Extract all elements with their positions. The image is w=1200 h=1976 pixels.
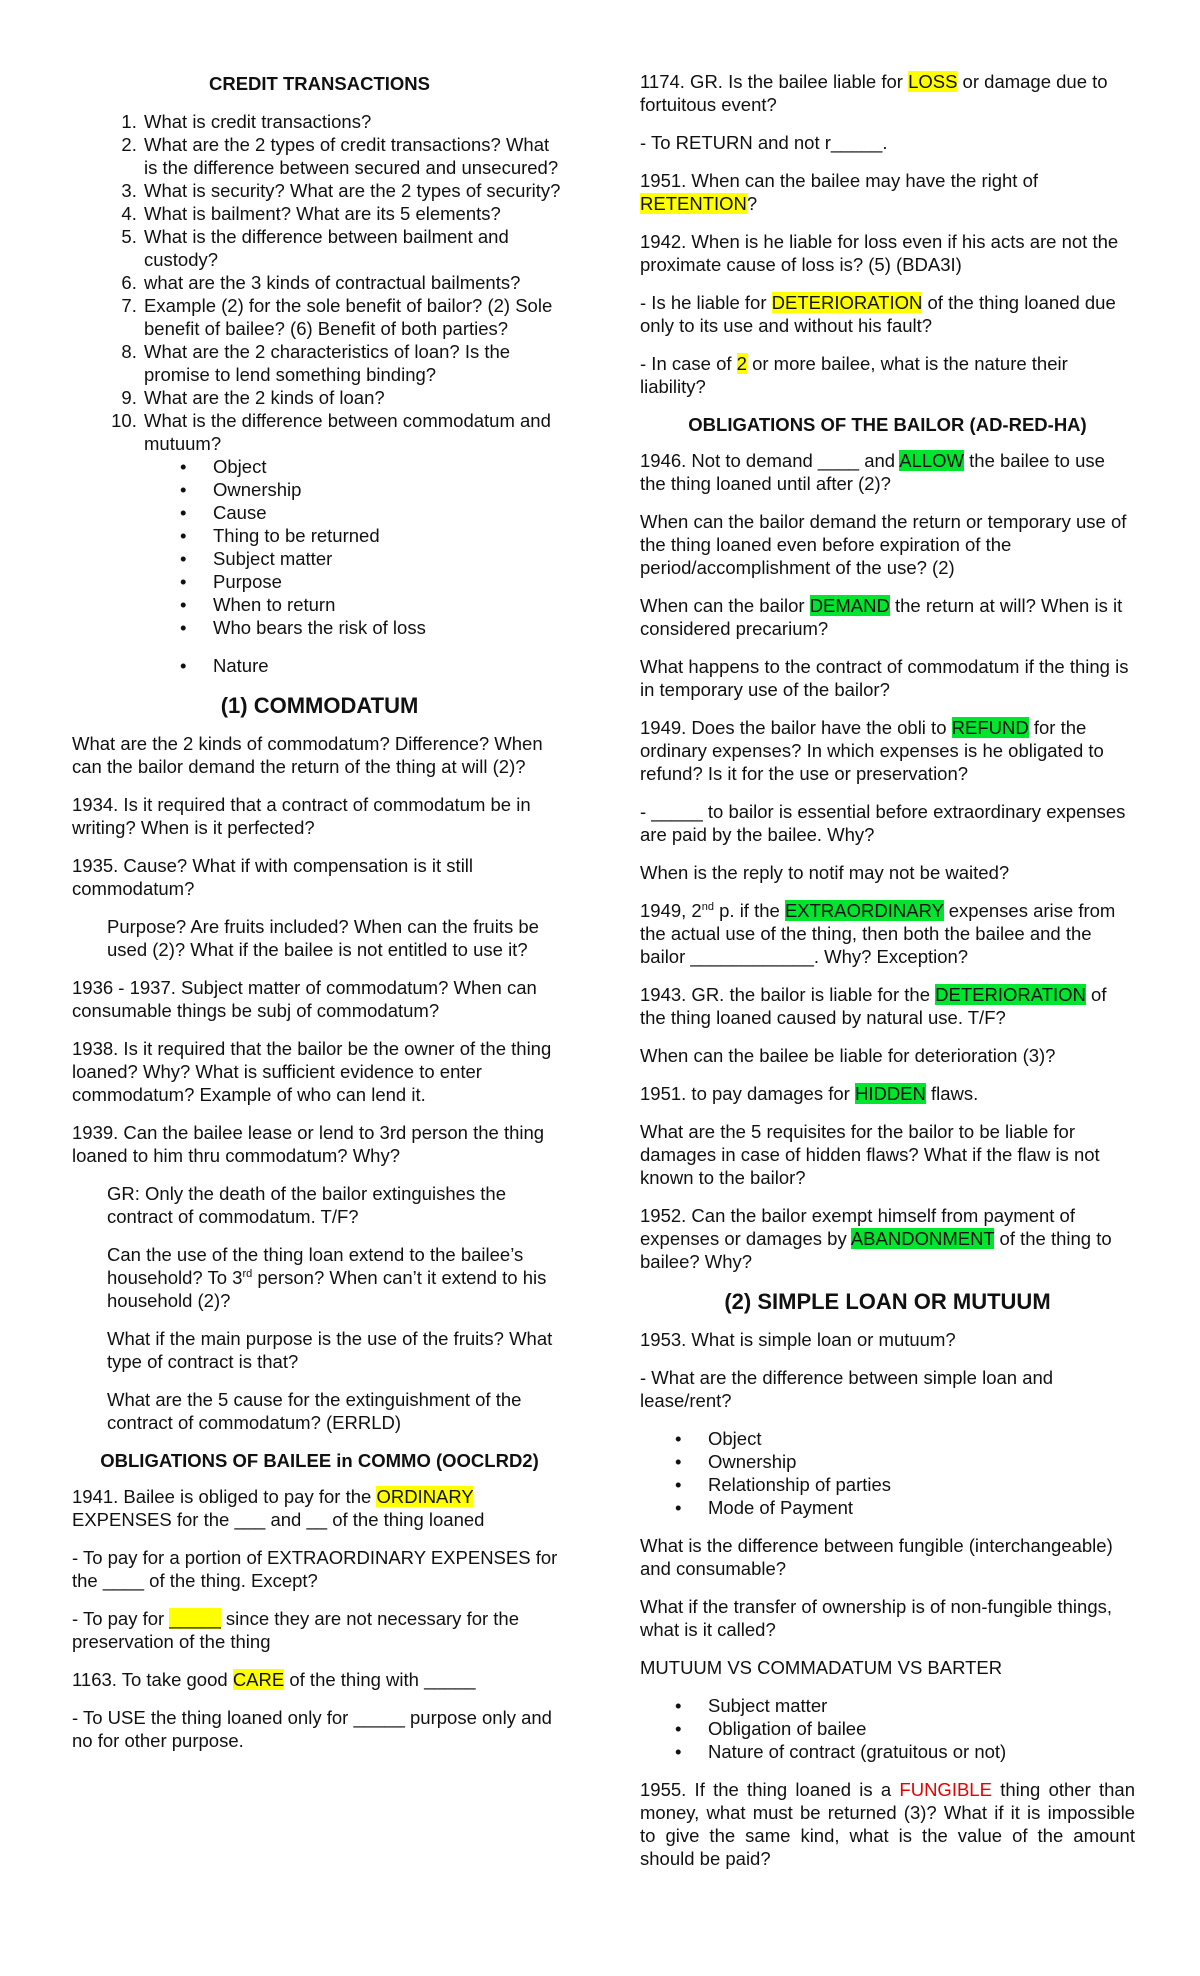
bullet-item: • Subject matter bbox=[180, 547, 567, 570]
paragraph-1942: 1942. When is he liable for loss even if his acts are not the proximate cause of loss is? (5) (BDA3I) bbox=[640, 231, 1119, 275]
bullet-item: • Object bbox=[180, 455, 567, 478]
bullet-item: • Object bbox=[675, 1427, 1135, 1450]
paragraph-use: - To USE the thing loaned only for _____ purpose only and no for other purpose. bbox=[72, 1707, 552, 1751]
paragraph-1163: 1163. To take good CARE of the thing with _____ bbox=[72, 1669, 476, 1690]
list-item: 5. What is the difference between bailment and custody? bbox=[142, 225, 567, 271]
difference-bullets bbox=[72, 455, 567, 639]
paragraph-pay-for: - To pay for _____ since they are not necessary for the preservation of the thing bbox=[72, 1608, 520, 1652]
obligations-bailee-heading: OBLIGATIONS OF BAILEE in COMMO (OOCLRD2) bbox=[100, 1450, 539, 1471]
paragraph-vs: MUTUUM VS COMMADATUM VS BARTER bbox=[640, 1657, 1003, 1678]
paragraph-1938: 1938. Is it required that the bailor be the owner of the thing loaned? Why? What is sufficient evidence to enter commodatum? Example of who can lend it. bbox=[72, 1038, 552, 1105]
paragraph-demand-return: When can the bailor demand the return or temporary use of the thing loaned even before expiration of the period/accomplishment of the use? (2) bbox=[640, 511, 1127, 578]
bullet-item: • Who bears the risk of loss bbox=[180, 616, 567, 639]
bullet-item: • Purpose bbox=[180, 570, 567, 593]
vs-bullets bbox=[640, 1694, 1135, 1763]
bullet-item: • Nature bbox=[180, 654, 567, 677]
highlight-refund: REFUND bbox=[951, 717, 1029, 738]
paragraph-kinds: What are the 2 kinds of commodatum? Difference? When can the bailor demand the return of the thing at will (2)? bbox=[72, 733, 543, 777]
highlight-allow: ALLOW bbox=[899, 450, 964, 471]
list-item: 7. Example (2) for the sole benefit of bailor? (2) Sole benefit of bailee? (6) Benefit of both parties? bbox=[142, 294, 567, 340]
lease-difference-bullets bbox=[640, 1427, 1135, 1519]
highlight-retention: RETENTION bbox=[640, 193, 747, 214]
bullet-item: • Ownership bbox=[180, 478, 567, 501]
list-item: 8. What are the 2 characteristics of loan? Is the promise to lend something binding? bbox=[142, 340, 567, 386]
bullet-item: • Thing to be returned bbox=[180, 524, 567, 547]
paragraph-1939: 1939. Can the bailee lease or lend to 3rd person the thing loaned to him thru commodatum? Why? bbox=[72, 1122, 545, 1166]
paragraph-gr: GR: Only the death of the bailor extinguishes the contract of commodatum. T/F? bbox=[107, 1183, 507, 1227]
paragraph-1949-2nd: 1949, 2nd p. if the EXTRAORDINARY expenses arise from the actual use of the thing, then both the bailee and the bailor ____________. Why? Exception? bbox=[640, 900, 1116, 967]
list-item: 1. What is credit transactions? bbox=[142, 110, 567, 133]
list-item: 10. What is the difference between commodatum and mutuum? bbox=[142, 409, 567, 455]
list-item: 9. What are the 2 kinds of loan? bbox=[142, 386, 567, 409]
nature-bullet-list bbox=[72, 654, 567, 677]
paragraph-case: - In case of 2 or more bailee, what is the nature their liability? bbox=[640, 353, 1068, 397]
paragraph-1174: 1174. GR. Is the bailee liable for LOSS or damage due to fortuitous event? bbox=[640, 71, 1108, 115]
bullet-item: • Ownership bbox=[675, 1450, 1135, 1473]
highlight-ordinary: ORDINARY bbox=[376, 1486, 474, 1507]
paragraph-1934: 1934. Is it required that a contract of commodatum be in writing? When is it perfected? bbox=[72, 794, 531, 838]
paragraph-1946: 1946. Not to demand ____ and ALLOW the bailee to use the thing loaned until after (2)? bbox=[640, 450, 1105, 494]
paragraph-extraordinary: - To pay for a portion of EXTRAORDINARY EXPENSES for the ____ of the thing. Except? bbox=[72, 1547, 558, 1591]
paragraph-1952: 1952. Can the bailor exempt himself from payment of expenses or damages by ABANDONMENT of the thing to bailee? Why? bbox=[640, 1205, 1112, 1272]
paragraph-1936: 1936 - 1937. Subject matter of commodatum? When can consumable things be subj of commodatum? bbox=[72, 977, 537, 1021]
list-item: 6. what are the 3 kinds of contractual bailments? bbox=[142, 271, 567, 294]
paragraph-1941: 1941. Bailee is obliged to pay for the ORDINARY EXPENSES for the ___ and __ of the thing loaned bbox=[72, 1486, 485, 1530]
paragraph-demand: When can the bailor DEMAND the return at will? When is it considered precarium? bbox=[640, 595, 1123, 639]
paragraph-1949: 1949. Does the bailor have the obli to REFUND for the ordinary expenses? In which expenses is he obligated to refund? Is it for the use or preservation? bbox=[640, 717, 1104, 784]
question-list bbox=[72, 110, 567, 455]
bullet-item: • Cause bbox=[180, 501, 567, 524]
bullet-item: • When to return bbox=[180, 593, 567, 616]
paragraph-purpose: Purpose? Are fruits included? When can the fruits be used (2)? What if the bailee is not entitled to use it? bbox=[107, 916, 539, 960]
highlight-two: 2 bbox=[736, 353, 747, 374]
highlight-abandonment: ABANDONMENT bbox=[850, 1228, 995, 1249]
left-column bbox=[72, 70, 567, 1767]
obligations-bailor-heading: OBLIGATIONS OF THE BAILOR (AD-RED-HA) bbox=[688, 414, 1087, 435]
bullet-item: • Obligation of bailee bbox=[675, 1717, 1135, 1740]
highlight-loss: LOSS bbox=[908, 71, 958, 92]
paragraph-difference: - What are the difference between simple loan and lease/rent? bbox=[640, 1367, 1054, 1411]
paragraph-1953: 1953. What is simple loan or mutuum? bbox=[640, 1329, 956, 1350]
paragraph-1943: 1943. GR. the bailor is liable for the DETERIORATION of the thing loaned caused by natural use. T/F? bbox=[640, 984, 1107, 1028]
paragraph-nonfungible: What if the transfer of ownership is of non-fungible things, what is it called? bbox=[640, 1596, 1113, 1640]
paragraph-requisites: What are the 5 requisites for the bailor to be liable for damages in case of hidden flaws? What if the flaw is not known to the bailor? bbox=[640, 1121, 1100, 1188]
bullet-item: • Subject matter bbox=[675, 1694, 1135, 1717]
highlight-hidden: HIDDEN bbox=[854, 1083, 926, 1104]
right-column bbox=[640, 70, 1135, 1885]
highlight-extraordinary: EXTRAORDINARY bbox=[784, 900, 944, 921]
paragraph-notif: - _____ to bailor is essential before extraordinary expenses are paid by the bailee. Why? bbox=[640, 801, 1126, 845]
list-item: 4. What is bailment? What are its 5 elements? bbox=[142, 202, 567, 225]
paragraph-temporary: What happens to the contract of commodatum if the thing is in temporary use of the bailor? bbox=[640, 656, 1129, 700]
paragraph-1951: 1951. When can the bailee may have the right of RETENTION? bbox=[640, 170, 1039, 214]
bullet-item: • Nature of contract (gratuitous or not) bbox=[675, 1740, 1135, 1763]
mutuum-heading: (2) SIMPLE LOAN OR MUTUUM bbox=[724, 1289, 1051, 1314]
commodatum-heading: (1) COMMODATUM bbox=[220, 693, 419, 718]
paragraph-fruits: What if the main purpose is the use of the fruits? What type of contract is that? bbox=[107, 1328, 553, 1372]
paragraph-deterioration-3: When can the bailee be liable for deterioration (3)? bbox=[640, 1045, 1056, 1066]
highlight-deterioration-green: DETERIORATION bbox=[935, 984, 1086, 1005]
list-item: 3. What is security? What are the 2 types of security? bbox=[142, 179, 567, 202]
paragraph-1955: 1955. If the thing loaned is a FUNGIBLE thing other than money, what must be returned (3)? What if it is impossible to give the same kind, what is the value of the amount should be paid? bbox=[640, 1779, 1135, 1869]
list-item: 2. What are the 2 types of credit transactions? What is the difference between secured and unsecured? bbox=[142, 133, 567, 179]
fungible-red-text: FUNGIBLE bbox=[899, 1779, 992, 1800]
bullet-item: • Mode of Payment bbox=[675, 1496, 1135, 1519]
highlight-deterioration: DETERIORATION bbox=[771, 292, 923, 313]
paragraph-1935: 1935. Cause? What if with compensation is it still commodatum? bbox=[72, 855, 474, 899]
paragraph-extinguish: What are the 5 cause for the extinguishment of the contract of commodatum? (ERRLD) bbox=[107, 1389, 522, 1433]
highlight-demand: DEMAND bbox=[809, 595, 890, 616]
highlight-care: CARE bbox=[232, 1669, 285, 1690]
paragraph-deterioration: - Is he liable for DETERIORATION of the thing loaned due only to its use and without his fault? bbox=[640, 292, 1116, 336]
paragraph-fungible: What is the difference between fungible (interchangeable) and consumable? bbox=[640, 1535, 1113, 1579]
highlight-blank: _____ bbox=[169, 1608, 221, 1629]
paragraph-1951-hidden: 1951. to pay damages for HIDDEN flaws. bbox=[640, 1083, 979, 1104]
paragraph-reply: When is the reply to notif may not be waited? bbox=[640, 862, 1010, 883]
paragraph-household: Can the use of the thing loan extend to the bailee’s household? To 3rd person? When can’t it extend to his household (2)? bbox=[107, 1244, 547, 1311]
paragraph-return: - To RETURN and not r_____. bbox=[640, 132, 888, 153]
document-title: CREDIT TRANSACTIONS bbox=[209, 73, 430, 94]
bullet-item: • Relationship of parties bbox=[675, 1473, 1135, 1496]
